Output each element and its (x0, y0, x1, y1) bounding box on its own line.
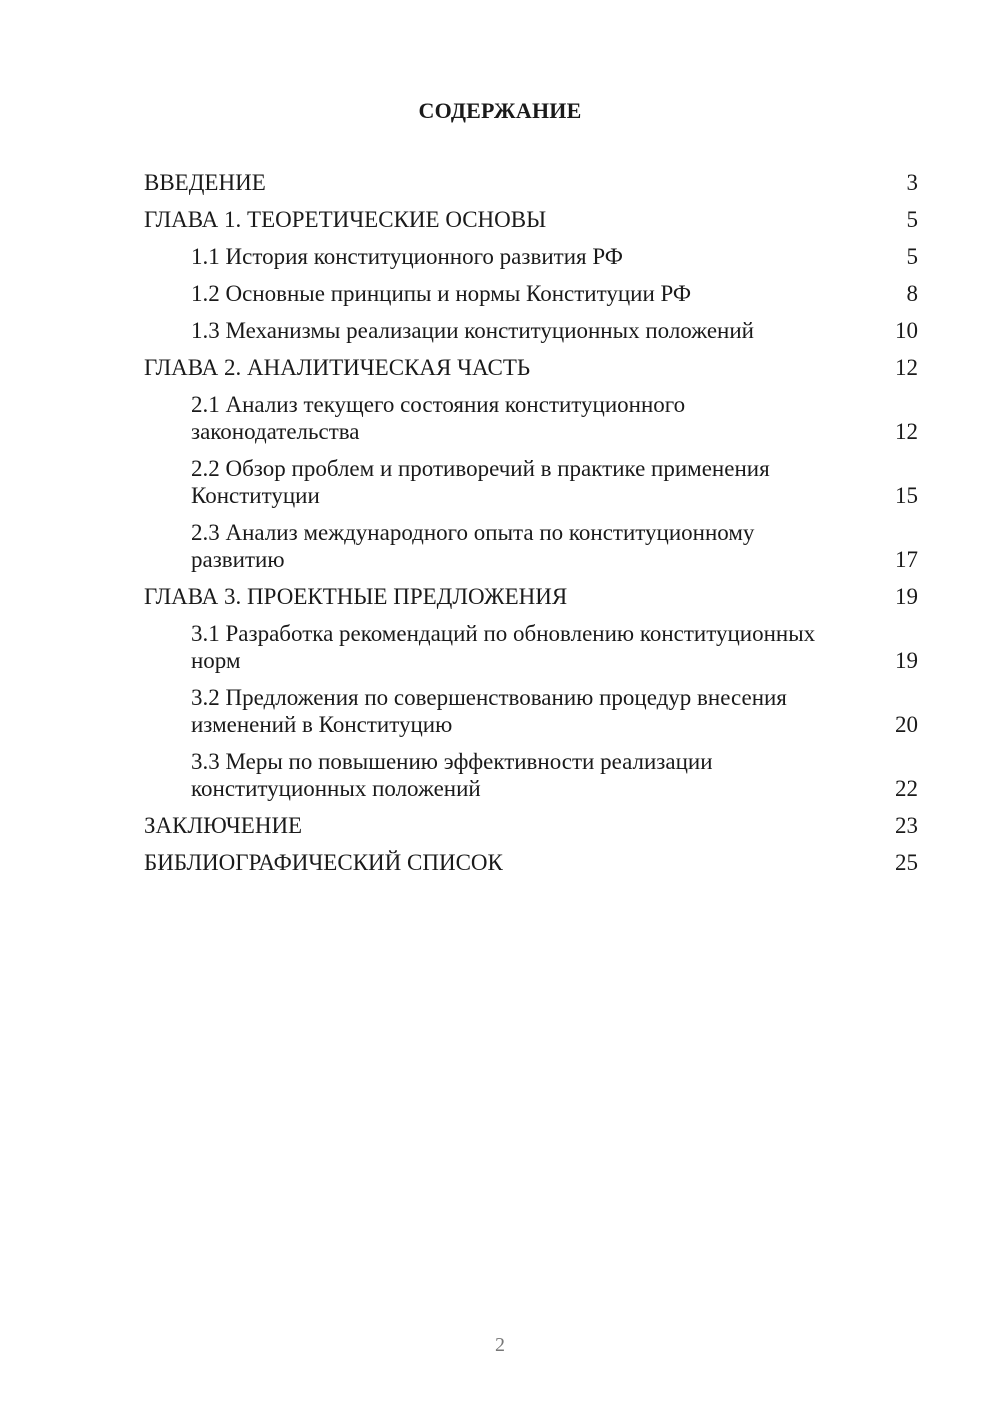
toc-entry-label: 2.1 Анализ текущего состояния конституционного законодательства (191, 392, 686, 444)
toc-entry-chapter-1[interactable] (144, 206, 918, 233)
toc-entry-section-2-2[interactable] (144, 455, 918, 509)
toc-entry-introduction[interactable] (144, 169, 918, 196)
toc-entry-section-2-3[interactable] (144, 519, 918, 573)
toc-entry-label: 1.2 Основные принципы и нормы Конституции РФ (191, 281, 692, 306)
toc-entry-page: 8 (906, 281, 918, 306)
toc-entry-page: 17 (895, 547, 918, 572)
toc-entry-page: 3 (906, 170, 918, 195)
toc-entry-section-3-1[interactable] (144, 620, 918, 674)
toc-entry-label: ГЛАВА 3. ПРОЕКТНЫЕ ПРЕДЛОЖЕНИЯ (144, 584, 568, 609)
toc-entry-section-3-3[interactable] (144, 748, 918, 802)
toc-entry-page: 5 (906, 244, 918, 269)
toc-entry-page: 12 (895, 419, 918, 444)
toc-entry-page: 19 (895, 584, 918, 609)
toc-entry-label: ГЛАВА 1. ТЕОРЕТИЧЕСКИЕ ОСНОВЫ (144, 207, 547, 232)
toc-entry-page: 20 (895, 712, 918, 737)
toc-entry-page: 22 (895, 776, 918, 801)
toc-entry-label: ВВЕДЕНИЕ (144, 170, 266, 195)
toc-entry-label: ЗАКЛЮЧЕНИЕ (144, 813, 303, 838)
toc-entry-page: 10 (895, 318, 918, 343)
toc-entry-page: 12 (895, 355, 918, 380)
page-number: 2 (495, 1334, 505, 1356)
toc-entry-label: 3.2 Предложения по совершенствованию процедур внесения изменений в Конституцию (191, 685, 787, 737)
toc-entry-label: 2.3 Анализ международного опыта по конституционному развитию (191, 520, 755, 572)
toc-entry-section-2-1[interactable] (144, 391, 918, 445)
toc-entry-section-1-3[interactable] (144, 317, 918, 344)
toc-entry-conclusion[interactable] (144, 812, 918, 839)
toc-entry-section-3-2[interactable] (144, 684, 918, 738)
toc-entry-page: 25 (895, 850, 918, 875)
toc-entry-bibliography[interactable] (144, 849, 918, 876)
toc-entry-section-1-1[interactable] (144, 243, 918, 270)
toc-entry-chapter-2[interactable] (144, 354, 918, 381)
table-of-contents (144, 169, 918, 886)
toc-entry-page: 15 (895, 483, 918, 508)
toc-entry-label: ГЛАВА 2. АНАЛИТИЧЕСКАЯ ЧАСТЬ (144, 355, 531, 380)
toc-entry-label: 2.2 Обзор проблем и противоречий в практике применения Конституции (191, 456, 770, 508)
toc-entry-label: 3.3 Меры по повышению эффективности реализации конституционных положений (191, 749, 713, 801)
page-title: СОДЕРЖАНИЕ (418, 98, 582, 123)
toc-entry-chapter-3[interactable] (144, 583, 918, 610)
toc-entry-page: 23 (895, 813, 918, 838)
toc-entry-label: 1.1 История конституционного развития РФ (191, 244, 623, 269)
toc-entry-label: 1.3 Механизмы реализации конституционных положений (191, 318, 754, 343)
toc-entry-page: 19 (895, 648, 918, 673)
toc-entry-section-1-2[interactable] (144, 280, 918, 307)
toc-entry-label: 3.1 Разработка рекомендаций по обновлению конституционных норм (191, 621, 816, 673)
toc-entry-label: БИБЛИОГРАФИЧЕСКИЙ СПИСОК (144, 850, 503, 875)
toc-entry-page: 5 (906, 207, 918, 232)
